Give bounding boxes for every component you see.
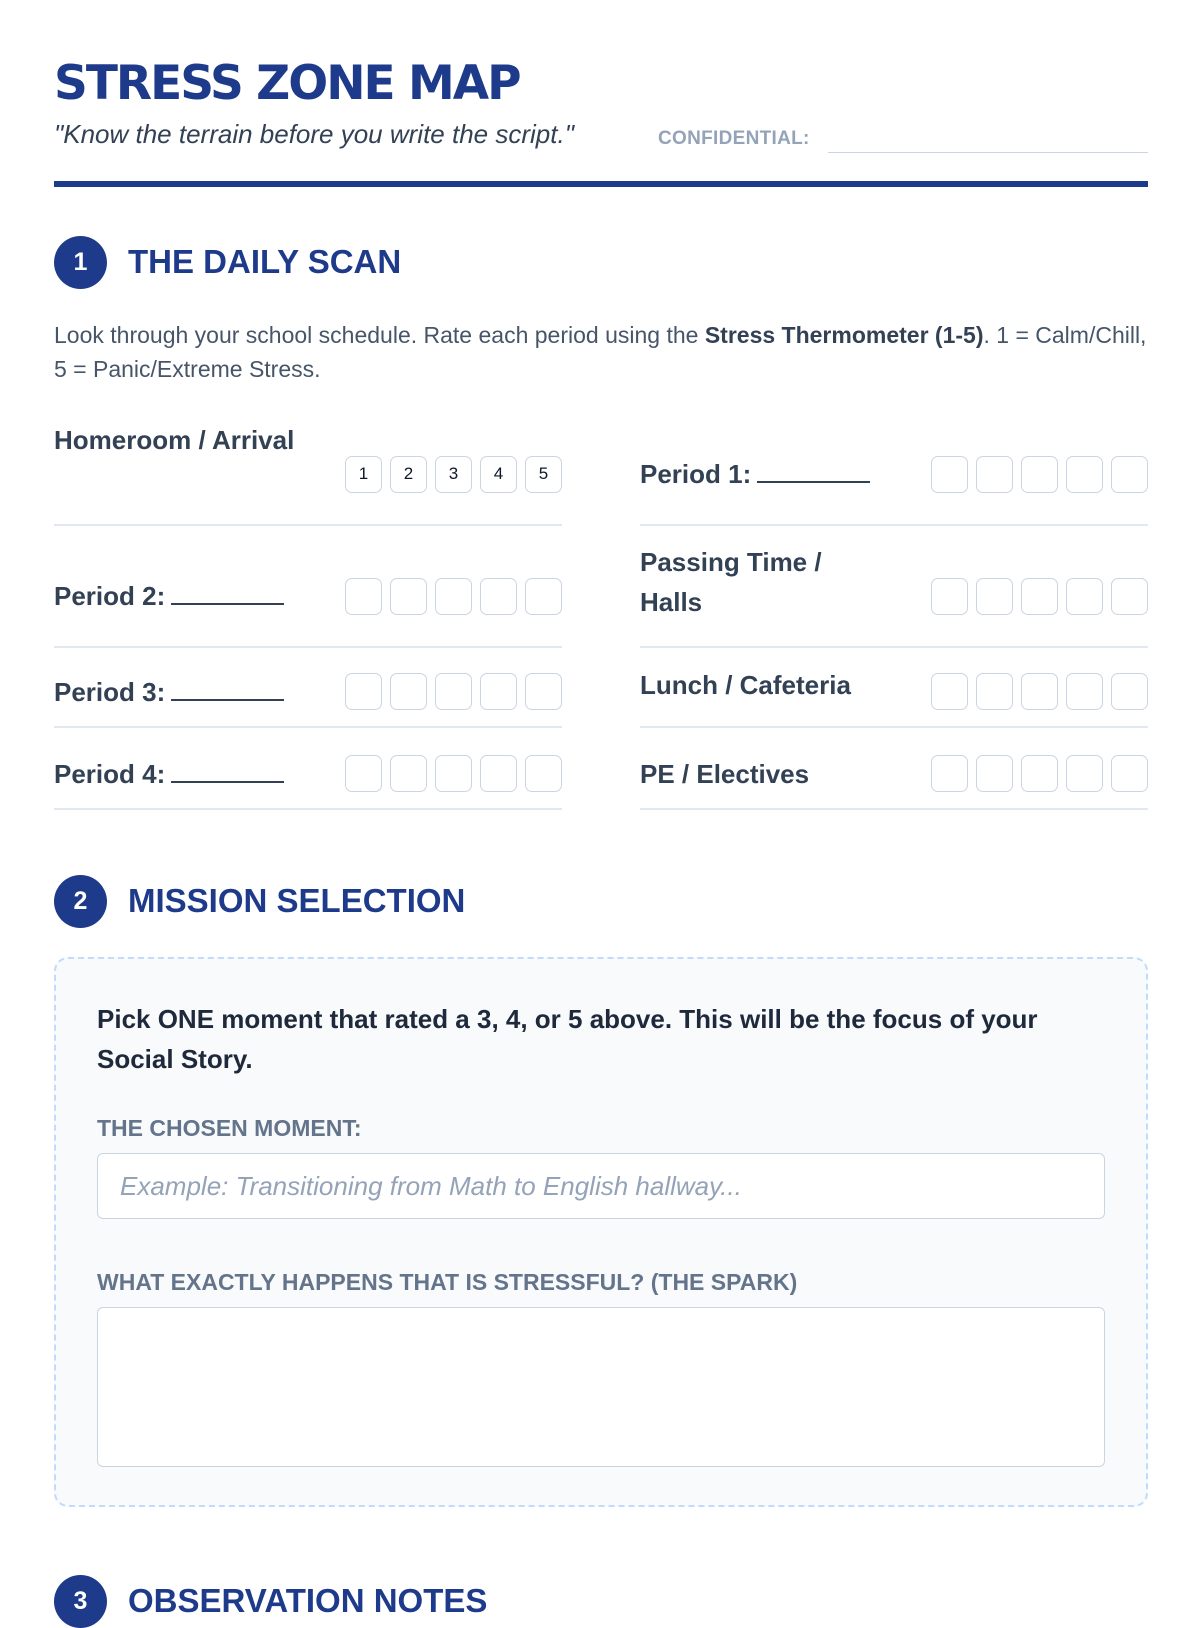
intro-bold-text: Stress Thermometer (1-5) (704, 322, 984, 348)
rating-box-1[interactable] (345, 755, 382, 792)
row-label-text: Homeroom / Arrival (54, 425, 295, 455)
rating-box-1[interactable] (345, 578, 382, 615)
section-daily-scan-header (54, 236, 1148, 288)
rating-box-3[interactable] (1021, 673, 1058, 710)
row-label-text: PE / Electives (640, 758, 810, 789)
row-label-text: Period 2: (54, 581, 166, 611)
rating-box-5[interactable] (1111, 673, 1148, 710)
rating-box-5[interactable] (1111, 755, 1148, 792)
rating-box-3[interactable] (1021, 755, 1058, 792)
mission-instruction: Pick ONE moment that rated a 3, 4, or 5 above. This will be the focus of your Social Story. (97, 1004, 1038, 1074)
page-title: STRESS ZONE MAP (54, 56, 520, 111)
rating-box-2[interactable] (390, 755, 427, 792)
rating-box-5[interactable] (525, 673, 562, 710)
stress-rating-boxes (931, 456, 1148, 493)
section-title: MISSION SELECTION (128, 882, 466, 919)
stress-rating-boxes (345, 578, 562, 615)
fill-in-blank[interactable] (171, 767, 284, 783)
rating-box-2[interactable] (976, 755, 1013, 792)
section-number-badge: 1 (54, 236, 107, 289)
rating-box-4[interactable] (480, 755, 517, 792)
row-label-text: Period 4: (54, 758, 166, 789)
intro-text-end: . 1 = Calm/Chill, 5 = Panic/Extreme Stress. (54, 322, 1147, 382)
row-label (54, 576, 304, 616)
rating-box-2[interactable]: 2 (390, 456, 427, 493)
rating-box-3[interactable] (435, 755, 472, 792)
fill-in-blank[interactable] (171, 589, 284, 605)
rating-box-4[interactable] (1066, 673, 1103, 710)
rating-box-1[interactable]: 1 (345, 456, 382, 493)
stress-rating-boxes (345, 673, 562, 710)
rating-box-2[interactable] (976, 456, 1013, 493)
section-number-badge: 3 (54, 1575, 107, 1628)
rating-box-4[interactable] (1066, 755, 1103, 792)
intro-text: Look through your school schedule. Rate each period using the (54, 322, 705, 348)
section-title: OBSERVATION NOTES (128, 1582, 488, 1619)
row-label-text: Lunch / Cafeteria (640, 670, 851, 700)
rating-row (640, 432, 1148, 526)
spark-textarea[interactable] (97, 1307, 1105, 1467)
rating-box-4[interactable] (480, 578, 517, 615)
fill-in-blank[interactable] (171, 685, 284, 701)
worksheet-page (54, 0, 1148, 1619)
stress-rating-boxes (345, 755, 562, 792)
rating-box-1[interactable] (931, 673, 968, 710)
tagline-quote: "Know the terrain before you write the script." (54, 119, 574, 149)
rating-box-4[interactable] (1066, 578, 1103, 615)
section-observation-header (54, 1575, 1148, 1627)
rating-box-1[interactable] (345, 673, 382, 710)
rating-box-1[interactable] (931, 578, 968, 615)
rating-row (640, 747, 1148, 810)
mission-selection-box (54, 957, 1148, 1507)
stress-rating-boxes (931, 755, 1148, 792)
chosen-moment-label: THE CHOSEN MOMENT: (97, 1115, 362, 1141)
chosen-moment-input[interactable] (97, 1153, 1105, 1219)
rating-box-4[interactable] (480, 673, 517, 710)
row-label (640, 754, 890, 794)
row-label (54, 420, 304, 460)
fill-in-blank[interactable] (757, 467, 870, 483)
header-divider (54, 181, 1148, 187)
rating-row (640, 547, 1148, 648)
row-label (640, 665, 890, 705)
row-label-text: Passing Time / Halls (640, 547, 822, 617)
row-label (54, 672, 304, 712)
rating-box-2[interactable] (390, 673, 427, 710)
rating-row (54, 425, 562, 526)
rating-box-3[interactable] (435, 673, 472, 710)
rating-box-3[interactable]: 3 (435, 456, 472, 493)
rating-box-5[interactable] (525, 578, 562, 615)
rating-box-3[interactable] (1021, 578, 1058, 615)
daily-scan-instructions (54, 318, 1148, 386)
row-label (54, 754, 304, 794)
rating-box-1[interactable] (931, 456, 968, 493)
rating-row (640, 665, 1148, 728)
rating-box-5[interactable] (1111, 456, 1148, 493)
confidential-label: CONFIDENTIAL: (658, 128, 810, 149)
rating-box-3[interactable] (435, 578, 472, 615)
section-mission-header (54, 875, 1148, 927)
rating-box-2[interactable] (976, 578, 1013, 615)
rating-box-2[interactable] (390, 578, 427, 615)
stress-rating-boxes (931, 578, 1148, 615)
section-title: THE DAILY SCAN (128, 243, 402, 280)
rating-box-2[interactable] (976, 673, 1013, 710)
spark-label: WHAT EXACTLY HAPPENS THAT IS STRESSFUL? (THE SPARK) (97, 1269, 798, 1295)
rating-box-5[interactable]: 5 (525, 456, 562, 493)
row-label-text: Period 3: (54, 676, 166, 707)
row-label (640, 542, 890, 622)
rating-box-4[interactable]: 4 (480, 456, 517, 493)
section-number-badge: 2 (54, 875, 107, 928)
row-label (640, 454, 890, 494)
rating-row (54, 554, 562, 648)
row-label-text: Period 1: (640, 459, 752, 489)
confidential-line[interactable] (828, 152, 1148, 153)
rating-box-3[interactable] (1021, 456, 1058, 493)
rating-box-1[interactable] (931, 755, 968, 792)
rating-row (54, 665, 562, 728)
stress-rating-boxes (345, 456, 562, 493)
rating-row (54, 747, 562, 810)
subtitle-row (54, 117, 1148, 157)
stress-rating-boxes (931, 673, 1148, 710)
rating-box-5[interactable] (525, 755, 562, 792)
rating-box-5[interactable] (1111, 578, 1148, 615)
rating-box-4[interactable] (1066, 456, 1103, 493)
